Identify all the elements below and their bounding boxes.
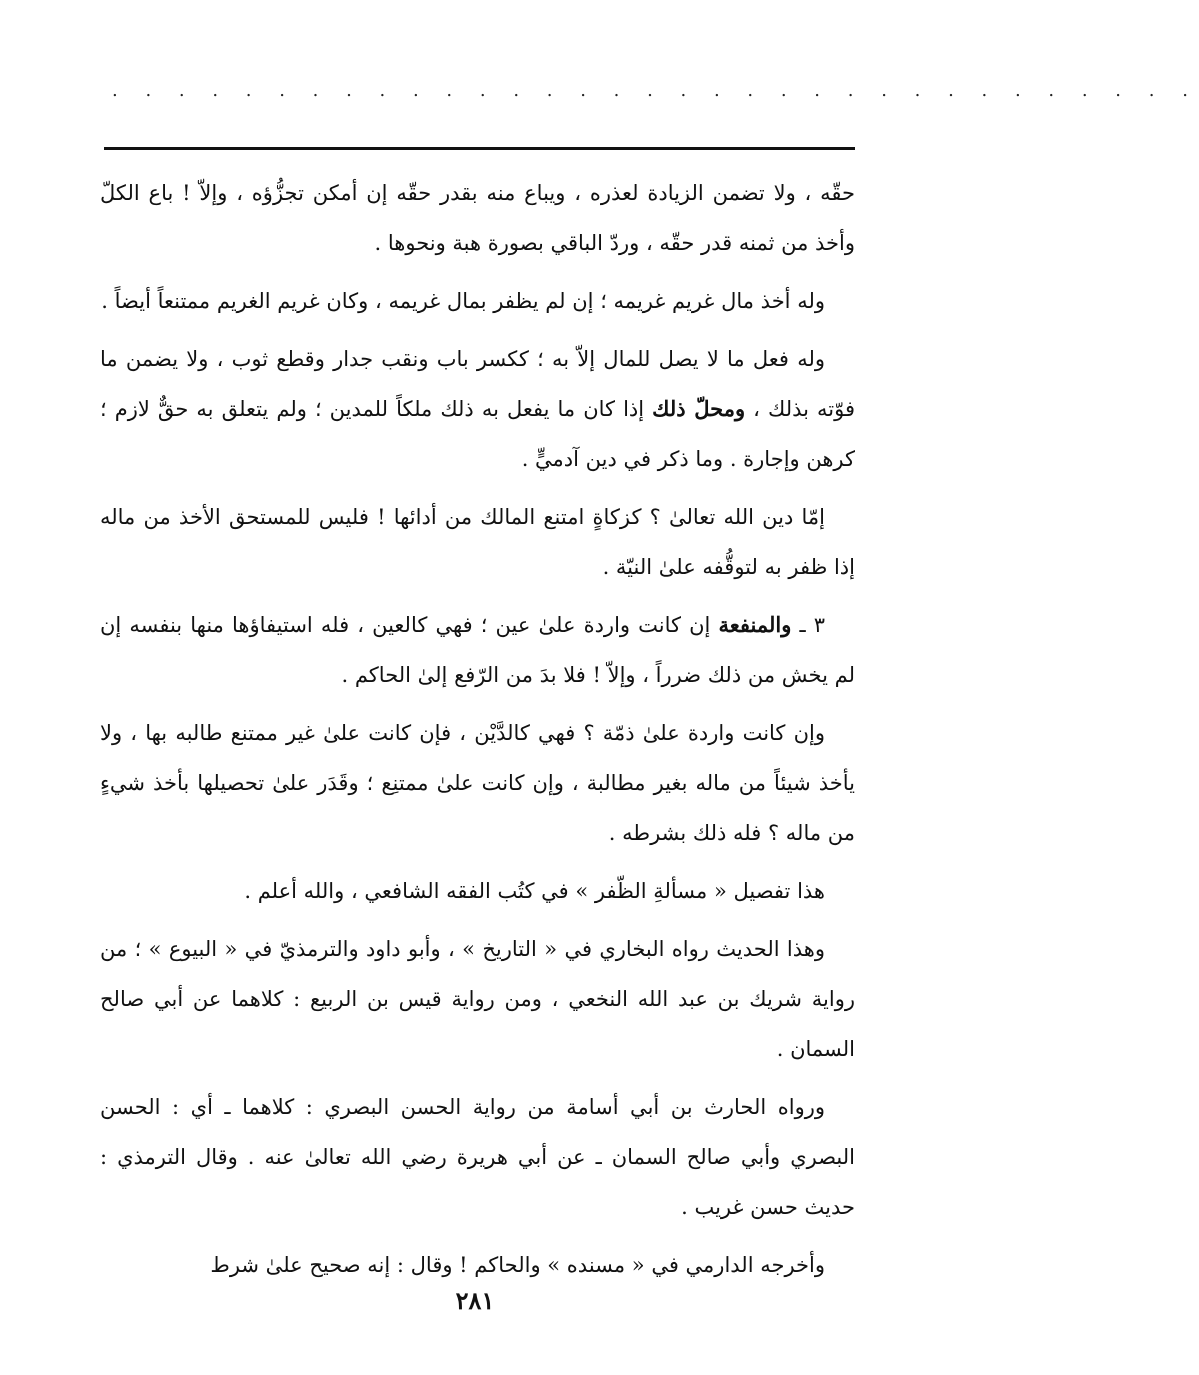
paragraph: وإن كانت واردة علىٰ ذمّة ؟ فهي كالدَّيْن ، فإن كانت علىٰ غير ممتنع طالبه بها ، ولا يأخذ شيئاً من ماله بغير مطالبة ، وإن كانت علىٰ ممتنِع ؛ وقَدَر علىٰ تحصيلها بأخذ شيءٍ من ماله ؟ فله ذلك بشرطه . — [100, 721, 855, 845]
paragraph-text: إن كانت واردة علىٰ عين ؛ فهي كالعين ، فله استيفاؤها منها بنفسه إن لم يخش من ذلك ضرراً ، وإلاّ ! فلا بدَ من الرّفع إلىٰ الحاكم . — [100, 613, 855, 687]
footnote-text-block — [100, 168, 855, 1298]
paragraph — [100, 334, 855, 484]
paragraph: إمّا دين الله تعالىٰ ؟ كزكاةٍ امتنع المالك من أدائها ! فليس للمستحق الأخذ من ماله إذا ظفر به لتوقُّفه علىٰ النيّة . — [100, 505, 855, 579]
paragraph-text: وله فعل ما لا يصل للمال إلاّ به ؛ ككسر باب ونقب جدار وقطع ثوب ، ولا يضمن ما فوّته بذلك ، — [100, 347, 855, 421]
paragraph: حقّه ، ولا تضمن الزيادة لعذره ، ويباع منه بقدر حقّه إن أمكن تجزُّؤه ، وإلاّ ! باع الكلّ وأخذ من ثمنه قدر حقّه ، وردّ الباقي بصورة هبة ونحوها . — [100, 181, 855, 255]
paragraph: وهذا الحديث رواه البخاري في « التاريخ » ، وأبو داود والترمذيّ في « البيوع » ؛ من رواية شريك بن عبد الله النخعي ، ومن رواية قيس بن الربيع : كلاهما عن أبي صالح السمان . — [100, 937, 855, 1061]
bold-term: والمنفعة — [718, 612, 792, 637]
paragraph: ورواه الحارث بن أبي أسامة من رواية الحسن البصري : كلاهما ـ أي : الحسن البصري وأبي صالح السمان ـ عن أبي هريرة رضي الله تعالىٰ عنه . وقال الترمذي : حديث حسن غريب . — [100, 1095, 855, 1219]
paragraph: وله أخذ مال غريم غريمه ؛ إن لم يظفر بمال غريمه ، وكان غريم الغريم ممتنعاً أيضاً . — [101, 289, 825, 313]
item-number: ٣ ـ — [791, 613, 825, 637]
page-number: ٢٨١ — [455, 1286, 495, 1315]
paragraph: وأخرجه الدارمي في « مسنده » والحاكم ! وقال : إنه صحيح علىٰ شرط — [210, 1253, 825, 1277]
paragraph-text: إذا كان ما يفعل به ذلك ملكاً للمدين ؛ ولم يتعلق به حقٌّ لازم ؛ كرهن وإجارة . وما ذكر في دين آدميٍّ . — [100, 397, 855, 471]
footnote-divider-line — [104, 147, 855, 150]
paragraph — [100, 600, 855, 700]
paragraph: هذا تفصيل « مسألةِ الظّفر » في كتُب الفقه الشافعي ، والله أعلم . — [244, 879, 825, 903]
dotted-separator: . . . . . . . . . . . . . . . . . . . . . . . . . . . . . . . . . — [112, 80, 1199, 101]
bold-term: ومحلّ ذلك — [652, 396, 746, 421]
